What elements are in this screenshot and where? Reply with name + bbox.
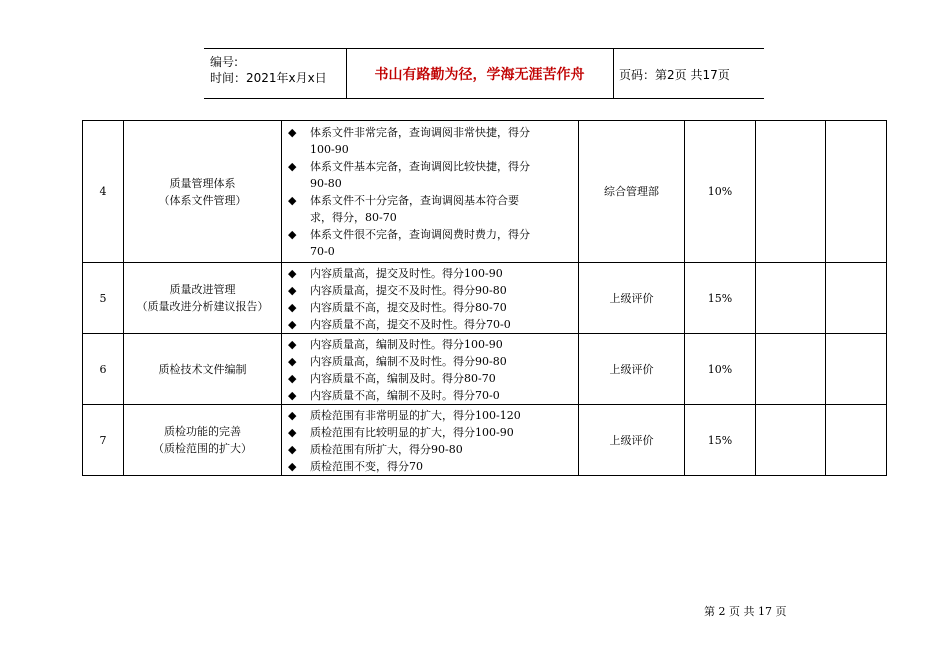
row-empty-cell	[826, 121, 887, 263]
header-page-info: 页码：第2页 共17页	[619, 68, 730, 82]
row-criteria	[282, 121, 579, 263]
criteria-item: ◆ 内容质量不高，编制及时。得分80-70	[288, 370, 572, 387]
item-name-sub: （体系文件管理）	[158, 193, 247, 207]
item-name-sub: （质量改进分析建议报告）	[136, 300, 269, 313]
criteria-item: ◆ 内容质量不高，提交不及时性。得分70-0	[288, 316, 572, 333]
criteria-item-cont: 90-80	[310, 177, 342, 190]
row-number: 5	[83, 263, 124, 334]
row-number: 4	[83, 121, 124, 263]
row-empty-cell	[756, 405, 826, 476]
kpi-table	[82, 120, 887, 476]
criteria-item-cont: 100-90	[310, 143, 349, 156]
row-empty-cell	[826, 405, 887, 476]
row-criteria	[282, 334, 579, 405]
page-footer: 第 2 页 共 17 页	[704, 605, 787, 618]
criteria-item: ◆ 质检范围有非常明显的扩大，得分100-120	[288, 407, 572, 424]
criteria-item: ◆ 内容质量不高，编制不及时。得分70-0	[288, 387, 572, 404]
row-empty-cell	[826, 263, 887, 334]
criteria-item: ◆ 内容质量高，提交不及时性。得分90-80	[288, 282, 572, 299]
criteria-item-cont: 70-0	[310, 245, 335, 258]
criteria-item: ◆ 内容质量高，编制不及时性。得分90-80	[288, 353, 572, 370]
row-evaluator: 上级评价	[579, 263, 685, 334]
row-evaluator: 上级评价	[579, 405, 685, 476]
row-number: 7	[83, 405, 124, 476]
row-weight: 10%	[685, 121, 756, 263]
row-weight: 10%	[685, 334, 756, 405]
row-empty-cell	[756, 121, 826, 263]
table-row	[83, 334, 887, 405]
row-empty-cell	[756, 263, 826, 334]
criteria-item: ◆ 体系文件非常完备，查询调阅非常快捷，得分	[288, 124, 572, 141]
criteria-item: ◆ 内容质量高，提交及时性。得分100-90	[288, 265, 572, 282]
doc-number-label: 编号:	[210, 55, 239, 69]
row-item-name	[124, 121, 282, 263]
row-weight: 15%	[685, 405, 756, 476]
criteria-item: ◆ 体系文件不十分完备，查询调阅基本符合要	[288, 192, 572, 209]
item-name-line: 质量管理体系	[169, 176, 236, 190]
header-page-cell	[613, 49, 764, 98]
criteria-item: ◆ 体系文件基本完备，查询调阅比较快捷，得分	[288, 158, 572, 175]
row-item-name	[124, 334, 282, 405]
row-criteria	[282, 263, 579, 334]
row-number: 6	[83, 334, 124, 405]
row-empty-cell	[756, 334, 826, 405]
page-header	[204, 48, 764, 99]
table-row	[83, 263, 887, 334]
criteria-item-cont: 求，得分，80-70	[310, 211, 397, 224]
table-row	[83, 405, 887, 476]
row-item-name	[124, 405, 282, 476]
criteria-item: ◆ 质检范围不变，得分70	[288, 458, 572, 475]
row-evaluator: 上级评价	[579, 334, 685, 405]
header-motto-cell	[346, 49, 614, 98]
row-item-name	[124, 263, 282, 334]
criteria-item: ◆ 质检范围有比较明显的扩大，得分100-90	[288, 424, 572, 441]
item-name-line: 质检技术文件编制	[158, 362, 247, 376]
table-row	[83, 121, 887, 263]
row-empty-cell	[826, 334, 887, 405]
criteria-item: ◆ 内容质量高，编制及时性。得分100-90	[288, 336, 572, 353]
criteria-item: ◆ 内容质量不高，提交及时性。得分80-70	[288, 299, 572, 316]
header-meta-cell	[204, 49, 347, 98]
row-criteria	[282, 405, 579, 476]
criteria-item: ◆ 体系文件很不完备，查询调阅费时费力，得分	[288, 226, 572, 243]
doc-time-label: 时间：2021年x月x日	[210, 71, 327, 85]
row-evaluator: 综合管理部	[579, 121, 685, 263]
header-motto: 书山有路勤为径，学海无涯苦作舟	[374, 67, 585, 83]
item-name-line: 质量改进管理	[169, 283, 236, 296]
row-weight: 15%	[685, 263, 756, 334]
criteria-item: ◆ 质检范围有所扩大，得分90-80	[288, 441, 572, 458]
item-name-line: 质检功能的完善	[164, 425, 241, 438]
item-name-sub: （质检范围的扩大）	[153, 442, 252, 455]
